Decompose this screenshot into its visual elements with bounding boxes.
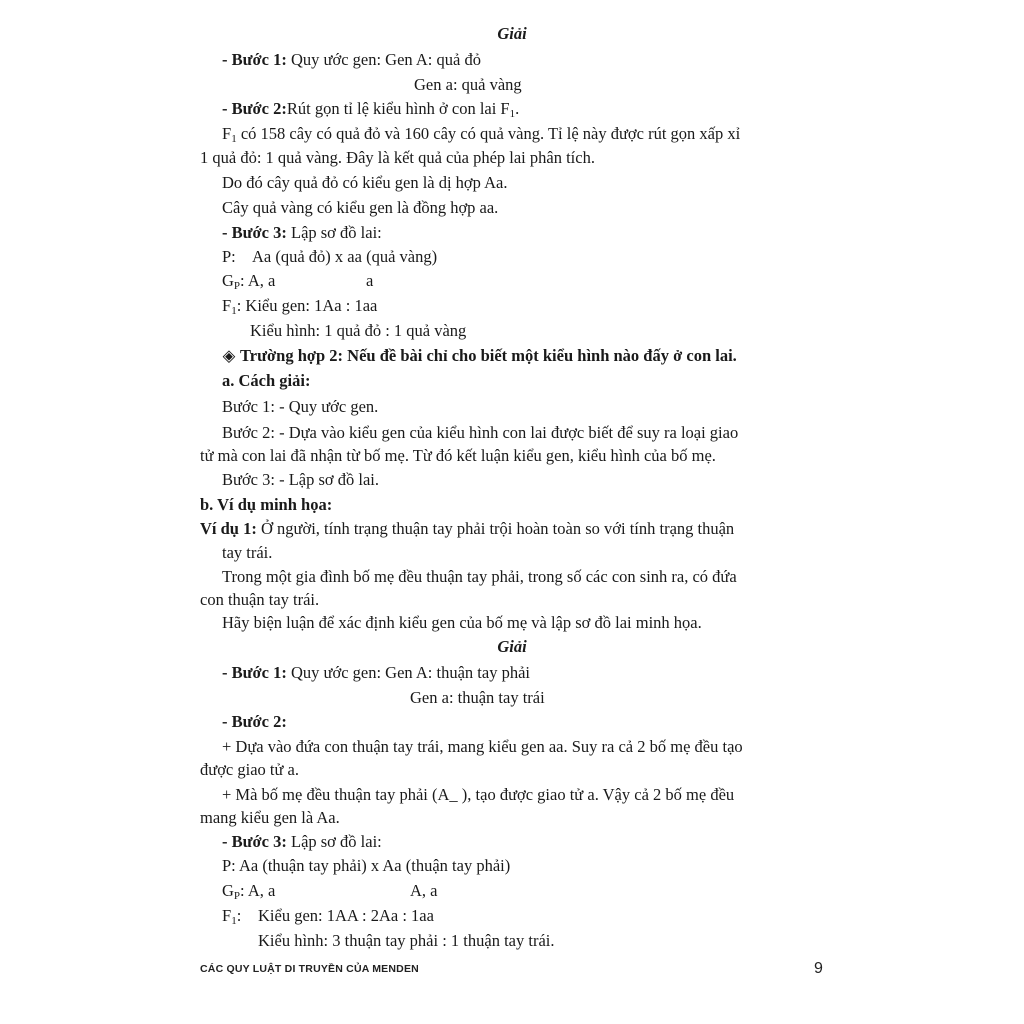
s1-step2-text: Rút gọn tỉ lệ kiểu hình ở con lai F — [286, 99, 510, 118]
s1-step2-sub: 1 — [509, 108, 516, 120]
s1-step1 — [222, 52, 481, 69]
s1-step2-label: - Bước 2: — [222, 99, 287, 118]
s1-gp — [222, 273, 275, 290]
s1-step3-label: - Bước 3: — [222, 223, 287, 242]
s1-step3 — [222, 225, 382, 242]
footer-title: CÁC QUY LUẬT DI TRUYỀN CỦA MENDEN — [200, 963, 419, 975]
s2-gp-sub: P — [233, 890, 241, 902]
example-1-para2: Trong một gia đình bố mẹ đều thuận tay phải, trong số các con sinh ra, có đứa — [222, 567, 737, 586]
s2-gp-pre: G — [222, 881, 234, 900]
method-step1: Bước 1: - Quy ước gen. — [222, 397, 379, 416]
s1-step2 — [222, 101, 519, 118]
s1-step1-label: - Bước 1: — [222, 50, 287, 69]
method-step2-cont: tử mà con lai đã nhận từ bố mẹ. Từ đó kết luận kiểu gen, kiểu hình của bố mẹ. — [200, 446, 716, 465]
case-2-text: Trường hợp 2: Nếu đề bài chỉ cho biết một kiểu hình nào đấy ở con lai. — [240, 346, 737, 365]
s2-step3-text: Lập sơ đồ lai: — [286, 832, 382, 851]
s1-f1a-sub: 1 — [231, 305, 237, 317]
page-number: 9 — [814, 960, 823, 977]
example-1-para3: Hãy biện luận để xác định kiểu gen của bố mẹ và lập sơ đồ lai minh họa. — [222, 613, 702, 632]
example-1-text: Ở người, tính trạng thuận tay phải trội hoàn toàn so với tính trạng thuận — [256, 519, 735, 538]
s2-gen-a: Gen a: thuận tay trái — [410, 688, 545, 707]
s1-step2-end: . — [515, 99, 520, 118]
s1-step1-text: Quy ước gen: Gen A: quả đỏ — [286, 50, 481, 69]
s1-f1a-pre: F — [222, 296, 232, 315]
example-1-para2-cont: con thuận tay trái. — [200, 590, 320, 609]
s1-gp-pre: G — [222, 271, 234, 290]
method-step2: Bước 2: - Dựa vào kiểu gen của kiểu hình con lai được biết để suy ra loại giao — [222, 423, 739, 442]
s2-step1-label: - Bước 1: — [222, 663, 287, 682]
s1-f1a-text: : Kiểu gen: 1Aa : 1aa — [236, 296, 378, 315]
s1-f1-text: có 158 cây có quả đỏ và 160 cây có quả vàng. Tỉ lệ này được rút gọn xấp xỉ — [236, 124, 741, 143]
giai-heading-1: Giải — [497, 24, 527, 43]
s1-gp-text: : A, a — [240, 271, 276, 290]
diamond-bullet-icon: ◈ — [222, 346, 236, 365]
s2-plus1-cont: được giao tử a. — [200, 760, 299, 779]
s1-cay-vang: Cây quả vàng có kiểu gen là đồng hợp aa. — [222, 198, 499, 217]
s1-step3-text: Lập sơ đồ lai: — [286, 223, 382, 242]
example-heading: b. Ví dụ minh họa: — [200, 495, 333, 514]
s2-kh: Kiểu hình: 3 thuận tay phải : 1 thuận tay trái. — [258, 931, 555, 950]
s2-f1-text: : — [236, 906, 242, 925]
s2-p: P: Aa (thuận tay phải) x Aa (thuận tay phải) — [222, 856, 511, 875]
example-1-label: Ví dụ 1: — [200, 519, 257, 538]
s1-gen-a: Gen a: quả vàng — [414, 75, 522, 94]
s2-step1 — [222, 665, 530, 682]
s2-plus2: + Mà bố mẹ đều thuận tay phải (A_ ), tạo được giao tử a. Vậy cả 2 bố mẹ đều — [222, 785, 735, 804]
s1-f1-sub: 1 — [231, 133, 237, 145]
s2-step3-label: - Bước 3: — [222, 832, 287, 851]
s1-f1-pre: F — [222, 124, 232, 143]
method-step3: Bước 3: - Lập sơ đồ lai. — [222, 470, 379, 489]
s2-f1 — [222, 908, 241, 925]
s1-f1-kg — [222, 298, 377, 315]
s2-f1-sub: 1 — [231, 915, 237, 927]
s1-gp-right: a — [366, 271, 374, 290]
s2-plus2-cont: mang kiểu gen là Aa. — [200, 808, 340, 827]
s2-gp-text: : A, a — [240, 881, 276, 900]
s1-f1-cont: 1 quả đỏ: 1 quả vàng. Đây là kết quả của phép lai phân tích. — [200, 148, 595, 167]
s1-f1-line — [222, 126, 740, 143]
case-2-heading — [222, 348, 737, 365]
s1-kh: Kiểu hình: 1 quả đỏ : 1 quả vàng — [250, 321, 467, 340]
s1-p-label: P: — [222, 247, 236, 266]
s1-gp-sub: P — [233, 280, 241, 292]
s1-p-text: Aa (quả đỏ) x aa (quả vàng) — [252, 247, 438, 266]
s1-do-do: Do đó cây quả đỏ có kiểu gen là dị hợp Aa. — [222, 173, 508, 192]
solution-method-heading: a. Cách giải: — [222, 371, 311, 390]
s2-plus1: + Dựa vào đứa con thuận tay trái, mang kiểu gen aa. Suy ra cả 2 bố mẹ đều tạo — [222, 737, 743, 756]
giai-heading-2: Giải — [497, 637, 527, 656]
example-1-cont: tay trái. — [222, 543, 273, 562]
s2-step1-text: Quy ước gen: Gen A: thuận tay phải — [286, 663, 530, 682]
example-1 — [200, 521, 734, 538]
s2-kg: Kiểu gen: 1AA : 2Aa : 1aa — [258, 906, 434, 925]
s2-f1-pre: F — [222, 906, 232, 925]
s2-step2: - Bước 2: — [222, 712, 287, 731]
s2-gp — [222, 883, 275, 900]
s2-step3 — [222, 834, 382, 851]
s2-gp-right: A, a — [410, 881, 438, 900]
